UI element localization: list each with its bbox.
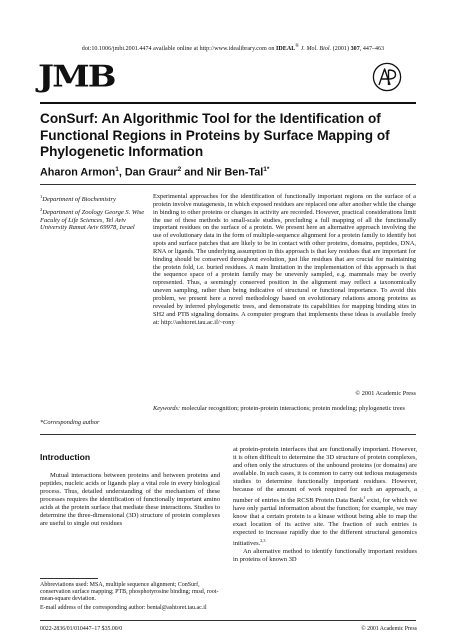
publisher-logo [372, 62, 402, 92]
author-name: Aharon Armon [40, 166, 116, 179]
author-affiliation-mark: 2 [177, 166, 182, 173]
abstract-rule [40, 434, 416, 435]
paragraph: at protein-protein interfaces that are functionally important. However, it is often difficult to determine the 3D structure of protein complexes, and often only the structures of the unbound proteins (or domains) are available. In such cases, it is common to carry out tedious mutagenesis studies to determine functionally important residues. However, because of the amount of work required for such an approach, a number of entries in the RCSB Protein Data Bank$^1$ exist, for which we have only partial information about the function; for example, we may know that a certain protein is a kinase without being able to map the exact location of its active site. The fraction of such entries is expected to increase rapidly due to the different structural genomics initiatives.$^{2,3}$ [233, 446, 417, 548]
article-title: ConSurf: An Algorithmic Tool for the Identification of Functional Regions in Proteins by Surface Mapping of Phylogenetic Information [40, 111, 390, 159]
author-name: Dan Graur [124, 166, 178, 179]
paragraph: An alternative method to identify functionally important residues in proteins of known 3D [233, 548, 417, 564]
footnote-rule [40, 578, 98, 579]
abstract-text: Experimental approaches for the identification of functionally important regions on the surface of a protein involve mutagenesis, in which exposed residues are replaced one after another while the change in binding to other proteins or changes in activity are recorded. However, practical considerations limit the use of these methods to small-scale studies, precluding a full mapping of all the functionally important residues on the surface of a protein. We present here an alternative approach involving the use of evolutionary data in the form of multiple-sequence alignment for a protein family to identify hot spots and surface patches that are likely to be in contact with other proteins, domains, peptides, DNA, RNA or ligands. The underlying assumption in this approach is that key residues that are important for binding should be conserved throughout evolution, just like residues that are crucial for maintaining the protein fold, i.e. buried residues. A main limitation in the implementation of this approach is that the sequence space of a protein family may be unevenly sampled, e.g. mammals may be overly represented. Thus, a seemingly conserved position in the alignment may reflect a taxonomically uneven sampling, rather than being indicative of structural or functional importance. To avoid this problem, we present here a novel methodology based on evolutionary relations among proteins as revealed by inferred phylogenetic trees, and demonstrate its capabilities for mapping binding sites in SH2 and PTB signaling domains. A computer program that implements these ideas is available freely at: http://ashtoret.tau.ac.il/~rony [153, 193, 416, 326]
corresponding-author-note: *Corresponding author [40, 419, 100, 426]
keywords [153, 405, 416, 413]
footer-issn: 0022-2836/01/010447–17 $35.00/0 [40, 626, 123, 632]
introduction-right-column [233, 446, 417, 564]
keywords-label: Keywords: [153, 405, 181, 412]
introduction-left-column: Mutual interactions between proteins and between proteins and peptides, nucleic acids or ligands play a vital role in every biological process. Thus, detailed understanding of the mechanism of these processes requires the identification of functionally important amino acids at the protein surface that mediate these interactions. Studies to determine the three-dimensional (3D) structure of protein complexes are useful to single out residues [40, 472, 220, 527]
journal-header-line: doi:10.1006/jmbi.2001.4474 available online at http://www.idealibrary.com on IDEAL® J. Mol. Biol. (2001) 307, 447–463 [81, 44, 385, 52]
journal-year: (2001) [332, 46, 350, 52]
affiliation-1: $^1$Department of Biochemistry [40, 194, 116, 204]
publisher-logo-text: AP [372, 62, 374, 63]
ideal-mark: IDEAL [276, 46, 296, 52]
footer-copyright: © 2001 Academic Press [361, 626, 417, 632]
abbreviations-note: Abbreviations used: MSA, multiple sequence alignment; ConSurf, conservation surface mapping; PTB, phosphotyrosine binding; rmsd, root-mean-square deviation. [40, 582, 219, 603]
citation-mark: 2,3 [260, 538, 266, 544]
keywords-text: molecular recognition; protein-protein interactions; protein modeling; phylogenetic trees [181, 405, 405, 412]
citation-mark: 1 [363, 495, 366, 500]
abstract-copyright: © 2001 Academic Press [355, 390, 416, 397]
journal-name: J. Mol. Biol. [300, 46, 332, 52]
journal-volume: 307 [350, 46, 360, 52]
footnote [40, 582, 220, 612]
introduction-heading: Introduction [40, 452, 91, 462]
author-affiliation-mark: 1 [115, 166, 119, 173]
affiliation-2: $^2$Department of Zoology George S. Wise Faculty of Life Sciences, Tel Aviv University Ramat Aviv 69978, Israel [40, 207, 145, 232]
journal-logo: JMB [38, 59, 115, 95]
footer-rule [40, 620, 416, 621]
header-rule [40, 102, 416, 104]
author-name: Nir Ben-Tal [206, 166, 264, 179]
author-list: Aharon Armon$^1$, Dan Graur$^2$ and Nir Ben-Tal$^{1*}$ [40, 166, 270, 179]
authors-rule [40, 184, 416, 185]
doi-text: doi:10.1006/jmbi.2001.4474 available online at http://www.idealibrary.com on [81, 46, 275, 52]
author-affiliation-mark: 1* [263, 166, 270, 173]
email-note: E-mail address of the corresponding author: bental@ashtoret.tau.ac.il [40, 604, 207, 611]
journal-pages: , 447–463 [359, 46, 385, 52]
